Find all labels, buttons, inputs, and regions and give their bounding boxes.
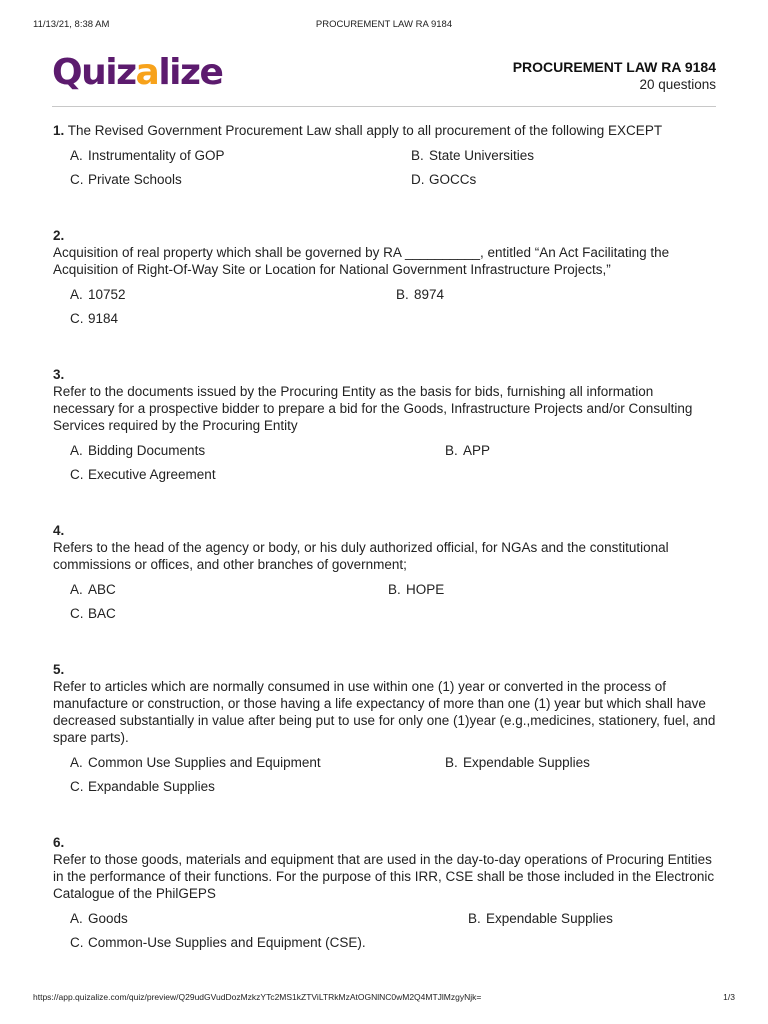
print-header — [0, 19, 768, 33]
question-4 — [53, 522, 717, 637]
option-c: C. Private Schools — [70, 172, 182, 187]
question-text: Refer to the documents issued by the Procuring Entity as the basis for bids, furnishing all information necessary for a prospective bidder to prepare a bid for the Goods, Infrastructure Projects and/or Consulting Services required by the Procuring Entity — [53, 384, 693, 433]
question-2 — [53, 227, 717, 342]
page-url[interactable]: https://app.quizalize.com/quiz/preview/Q29udGVudDozMzkzYTc2MS1kZTViLTRkMzAtOGNlNC0wM2Q4MTJlMzgyNjk= — [33, 992, 482, 1002]
option-c: C. Common-Use Supplies and Equipment (CSE). — [70, 935, 366, 950]
logo-text-accent: a — [135, 52, 159, 93]
option-b: B. APP — [445, 443, 491, 458]
option-b: B. Expendable Supplies — [468, 911, 613, 926]
header-divider — [52, 106, 716, 107]
quiz-header — [513, 58, 716, 94]
option-d: D. GOCCs — [411, 172, 477, 187]
question-3 — [53, 366, 717, 498]
option-c: C. 9184 — [70, 311, 119, 326]
print-title: PROCUREMENT LAW RA 9184 — [315, 19, 453, 30]
print-date: 11/13/21, 8:38 AM — [33, 19, 110, 30]
option-a: A. Instrumentality of GOP — [70, 148, 225, 163]
option-a: A. Goods — [70, 911, 128, 926]
question-number: 6. — [53, 835, 65, 850]
option-c: C. Expandable Supplies — [70, 779, 215, 794]
quiz-title: PROCUREMENT LAW RA 9184 — [512, 59, 716, 75]
question-1 — [53, 122, 717, 203]
question-number: 2. — [53, 228, 65, 243]
option-a: A. Common Use Supplies and Equipment — [70, 755, 321, 770]
option-b: B. HOPE — [388, 582, 445, 597]
question-text: The Revised Government Procurement Law shall apply to all procurement of the following EXCEPT — [67, 123, 663, 138]
question-list — [53, 122, 717, 990]
option-b: B. Expendable Supplies — [445, 755, 590, 770]
option-b: B. 8974 — [396, 287, 445, 302]
question-text: Refers to the head of the agency or body, or his duly authorized official, for NGAs and the constitutional commissions or offices, and other branches of government; — [53, 540, 669, 572]
logo-text-start: Quiz — [52, 52, 136, 93]
logo-text-end: lize — [158, 52, 223, 93]
page-number: 1/3 — [723, 992, 735, 1002]
question-text: Refer to those goods, materials and equipment that are used in the day-to-day operations of Procuring Entities in the performance of their functions. For the purpose of this IRR, CSE shall be those included in the Electronic Catalogue of the PhilGEPS — [53, 852, 715, 901]
print-footer — [0, 992, 768, 1006]
question-6 — [53, 834, 717, 966]
question-text: Refer to articles which are normally consumed in use within one (1) year or converted in the process of manufacture or construction, or those having a life expectancy of more than one (1) year but which shall have decreased substantially in value after being put to use for only one (1)year (e.g.,medicines, stationery, fuel, and spare parts). — [53, 679, 716, 745]
option-c: C. Executive Agreement — [70, 467, 216, 482]
option-a: A. Bidding Documents — [70, 443, 206, 458]
question-text: Acquisition of real property which shall be governed by RA __________, entitled “An Act Facilitating the Acquisition of Right-Of-Way Site or Location for National Government Infrastructure Projects,” — [53, 245, 670, 277]
question-5 — [53, 661, 717, 810]
option-b: B. State Universities — [411, 148, 535, 163]
question-number: 1. — [53, 123, 65, 138]
question-count: 20 questions — [639, 77, 716, 92]
option-a: A. 10752 — [70, 287, 126, 302]
quizalize-logo[interactable] — [52, 52, 222, 94]
question-number: 4. — [53, 523, 65, 538]
option-c: C. BAC — [70, 606, 116, 621]
option-a: A. ABC — [70, 582, 116, 597]
question-number: 3. — [53, 367, 65, 382]
question-number: 5. — [53, 662, 65, 677]
